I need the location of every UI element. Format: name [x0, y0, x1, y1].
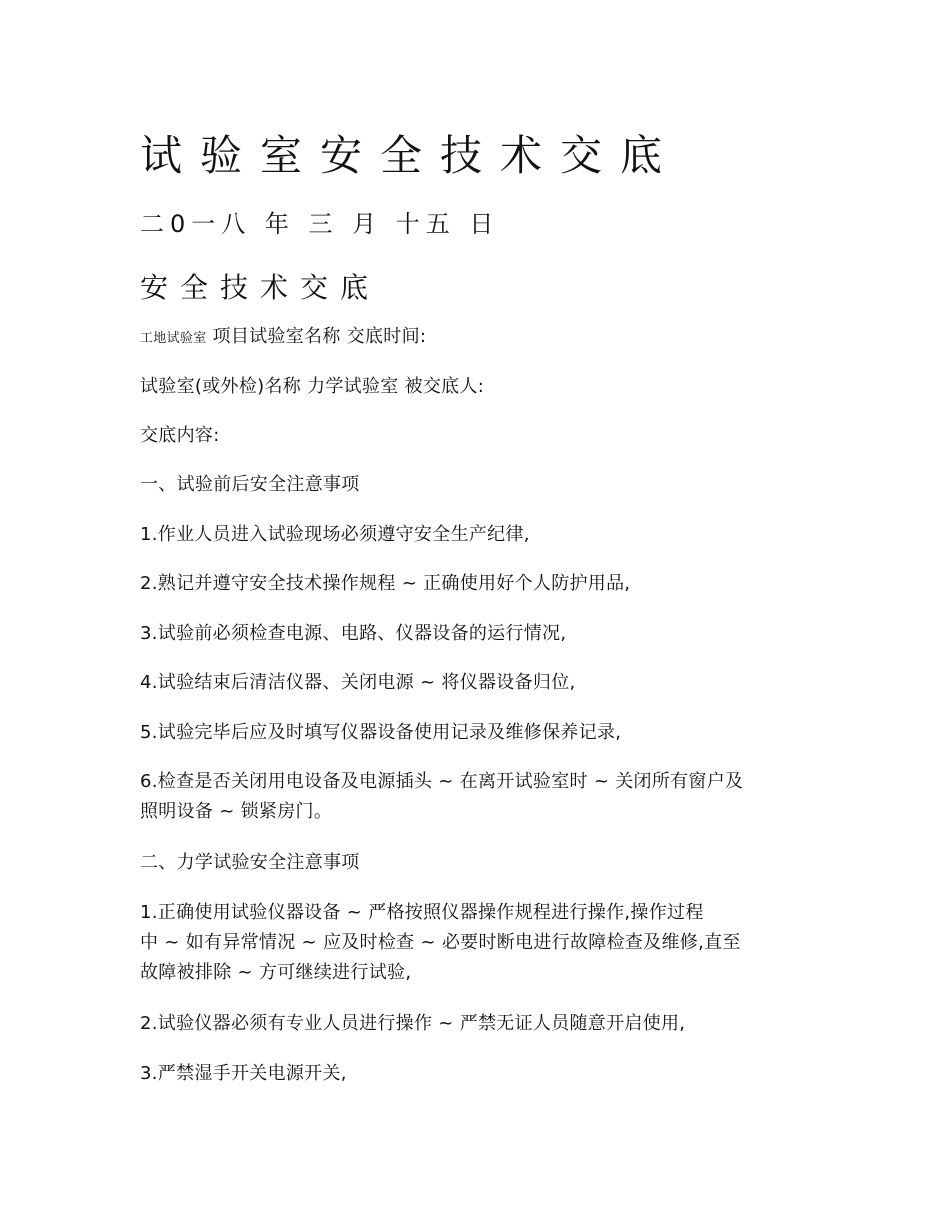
section1-item: 1.作业人员进入试验现场必须遵守安全生产纪律, [140, 524, 530, 545]
section1-item: 5.试验完毕后应及时填写仪器设备使用记录及维修保养记录, [140, 722, 622, 743]
project-name-label: 项目试验室名称 交底时间: [212, 326, 427, 347]
section2-item-1 [140, 898, 820, 988]
section1-item: 4.试验结束后清洁仪器、关闭电源 ~ 将仪器设备归位, [140, 672, 576, 693]
section1-item: 3.试验前必须检查电源、电路、仪器设备的运行情况, [140, 623, 567, 644]
paragraph-line: 故障被排除 ~ 方可继续进行试验, [140, 962, 412, 983]
document-title: 试验室安全技术交底 [140, 131, 681, 180]
paragraph-line: 照明设备 ~ 锁紧房门。 [140, 801, 333, 822]
document-subtitle: 安全技术交底 [140, 271, 381, 304]
section1-item: 2.熟记并遵守安全技术操作规程 ~ 正确使用好个人防护用品, [140, 573, 631, 594]
document-date: 二0一八 年 三 月 十五 日 [140, 210, 500, 238]
section1-heading: 一、试验前后安全注意事项 [140, 474, 360, 495]
paragraph-line: 1.正确使用试验仪器设备 ~ 严格按照仪器操作规程进行操作,操作过程 [140, 902, 704, 923]
paragraph-line: 中 ~ 如有异常情况 ~ 应及时检查 ~ 必要时断电进行故障检查及维修,直至 [140, 932, 741, 953]
paragraph-line: 6.检查是否关闭用电设备及电源插头 ~ 在离开试验室时 ~ 关闭所有窗户及 [140, 771, 744, 792]
content-label: 交底内容: [140, 425, 220, 446]
section2-heading: 二、力学试验安全注意事项 [140, 852, 360, 873]
lab-name-line: 试验室(或外检)名称 力学试验室 被交底人: [140, 376, 485, 397]
section1-item-6 [140, 767, 820, 827]
lab-type-label: 工地试验室 [140, 331, 207, 346]
project-info-line [140, 322, 426, 354]
section2-item-2: 2.试验仪器必须有专业人员进行操作 ~ 严禁无证人员随意开启使用, [140, 1013, 686, 1034]
section2-item-3: 3.严禁湿手开关电源开关, [140, 1063, 347, 1084]
